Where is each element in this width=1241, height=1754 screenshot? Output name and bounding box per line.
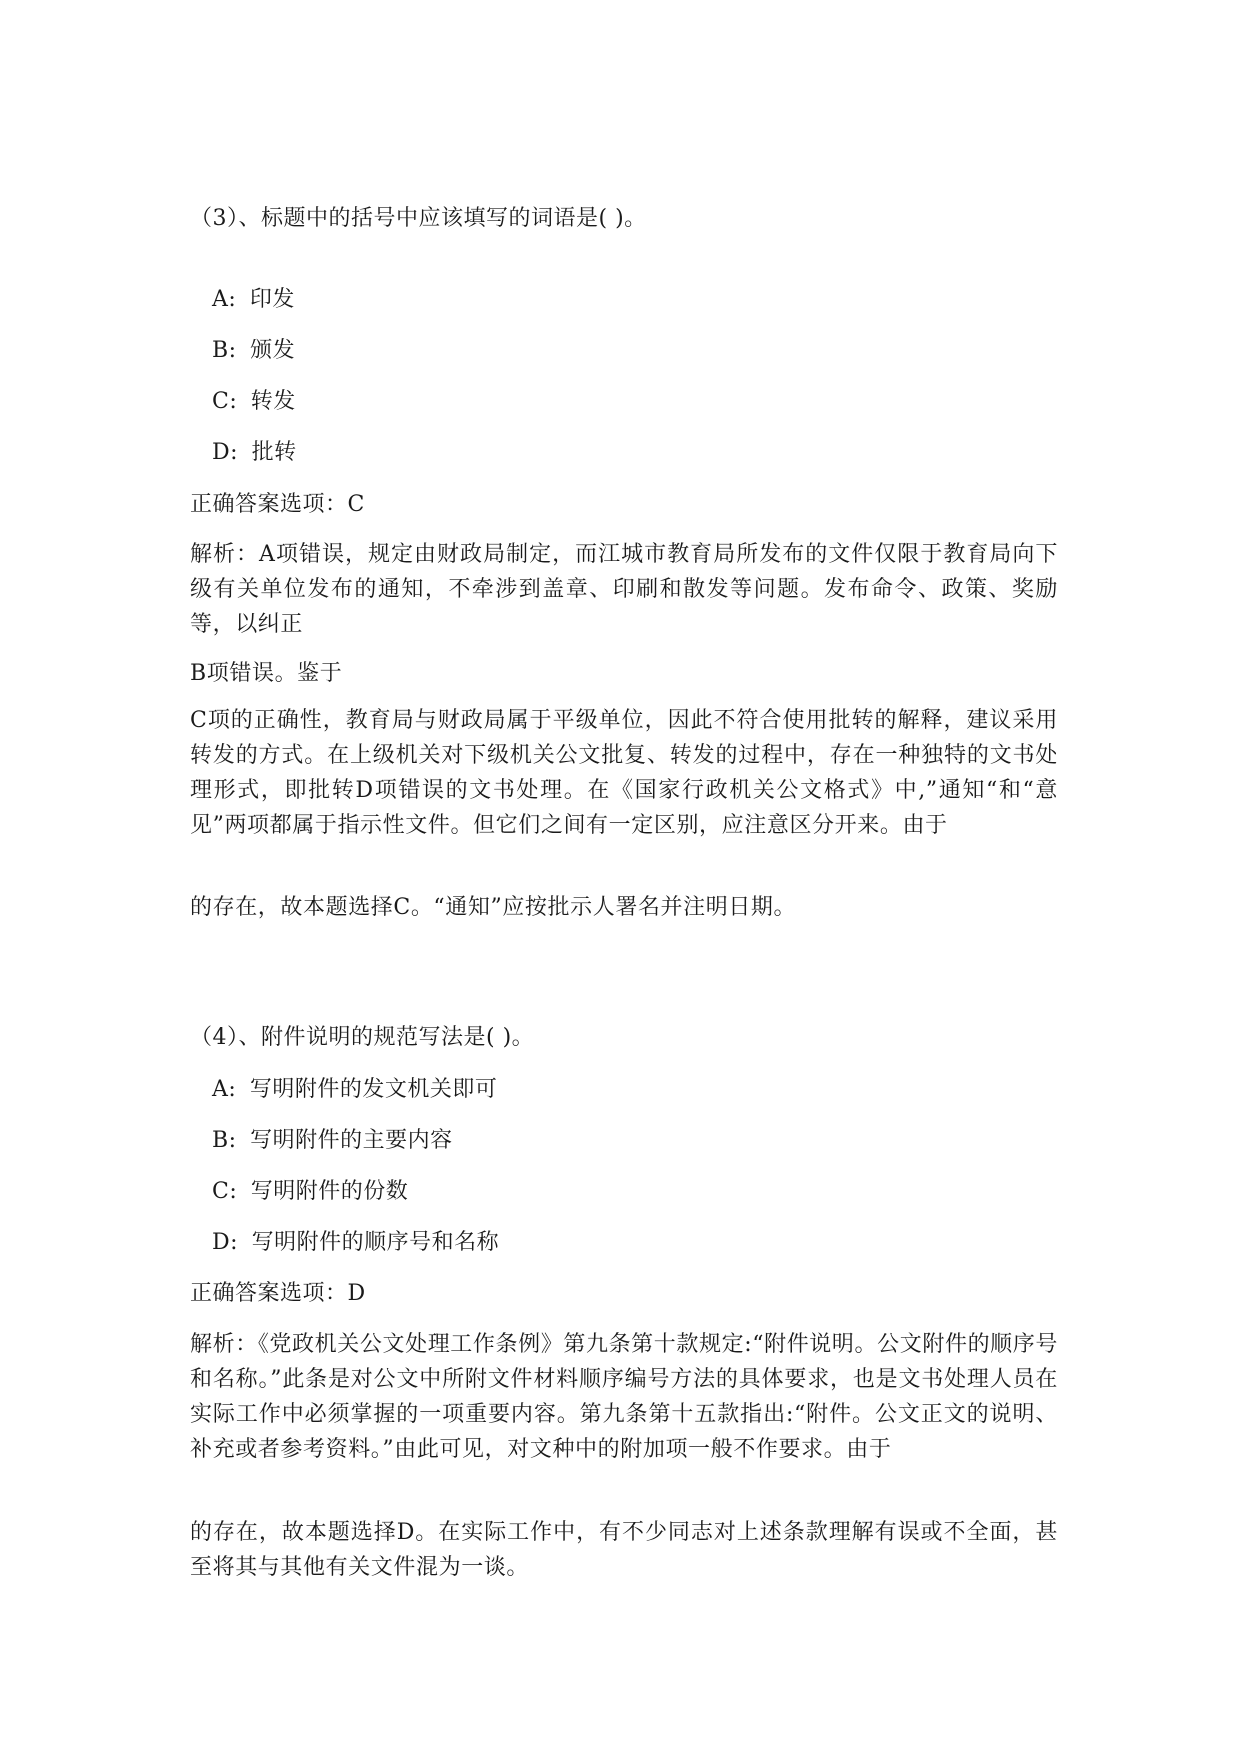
option-letter: A: (212, 1077, 237, 1102)
option-letter: C: (212, 1179, 238, 1204)
option-letter: B: (212, 338, 237, 363)
option-text: 印发 (249, 287, 295, 312)
analysis-paragraph: 解析：A项错误，规定由财政局制定，而江城市教育局所发布的文件仅限于教育局向下级有关单位发布的通知，不牵涉到盖章、印刷和散发等问题。发布命令、政策、奖励等，以纠正 (190, 542, 1058, 637)
analysis-paragraph: C项的正确性，教育局与财政局属于平级单位，因此不符合使用批转的解释，建议采用转发的方式。在上级机关对下级机关公文批复、转发的过程中，存在一种独特的文书处理形式，即批转D项错误的文书处理。在《国家行政机关公文格式》中,”通知“和“意见”两项都属于指示性文件。但它们之间有一定区别，应注意区分开来。由于 (190, 708, 1058, 838)
analysis-paragraph: 的存在，故本题选择C。“通知”应按批示人署名并注明日期。 (190, 895, 797, 920)
option-text: 写明附件的顺序号和名称 (251, 1230, 500, 1255)
option-text: 写明附件的主要内容 (250, 1128, 453, 1153)
correct-answer: 正确答案选项：D (190, 1281, 366, 1306)
option-letter: A: (212, 287, 237, 312)
analysis-paragraph: 解析：《党政机关公文处理工作条例》第九条第十款规定:“附件说明。公文附件的顺序号和名称。”此条是对公文中所附文件材料顺序编号方法的具体要求，也是文书处理人员在实际工作中必须掌握的一项重要内容。第九条第十五款指出:“附件。公文正文的说明、补充或者参考资料。”由此可见，对文种中的附加项一般不作要求。由于 (190, 1332, 1058, 1462)
option-d (212, 440, 297, 466)
question-title: （3）、标题中的括号中应该填写的词语是( )。 (190, 206, 647, 231)
correct-answer: 正确答案选项：C (190, 492, 365, 517)
option-text: 批转 (251, 440, 297, 465)
option-text: 颁发 (250, 338, 296, 363)
option-letter: D: (212, 1230, 239, 1255)
option-b (212, 1128, 453, 1154)
option-letter: D: (212, 440, 239, 465)
option-letter: B: (212, 1128, 237, 1153)
option-text: 写明附件的份数 (250, 1179, 409, 1204)
option-text: 转发 (250, 389, 296, 414)
option-letter: C: (212, 389, 238, 414)
option-a (212, 1077, 497, 1103)
option-c (212, 1179, 408, 1205)
option-text: 写明附件的发文机关即可 (249, 1077, 498, 1102)
analysis-paragraph: B项错误。鉴于 (190, 661, 343, 686)
option-c (212, 389, 296, 415)
question-title: （4）、附件说明的规范写法是( )。 (190, 1025, 535, 1050)
option-d (212, 1230, 499, 1256)
option-b (212, 338, 295, 364)
analysis-paragraph: 的存在，故本题选择D。在实际工作中，有不少同志对上述条款理解有误或不全面，甚至将其与其他有关文件混为一谈。 (190, 1520, 1058, 1580)
option-a (212, 287, 295, 313)
